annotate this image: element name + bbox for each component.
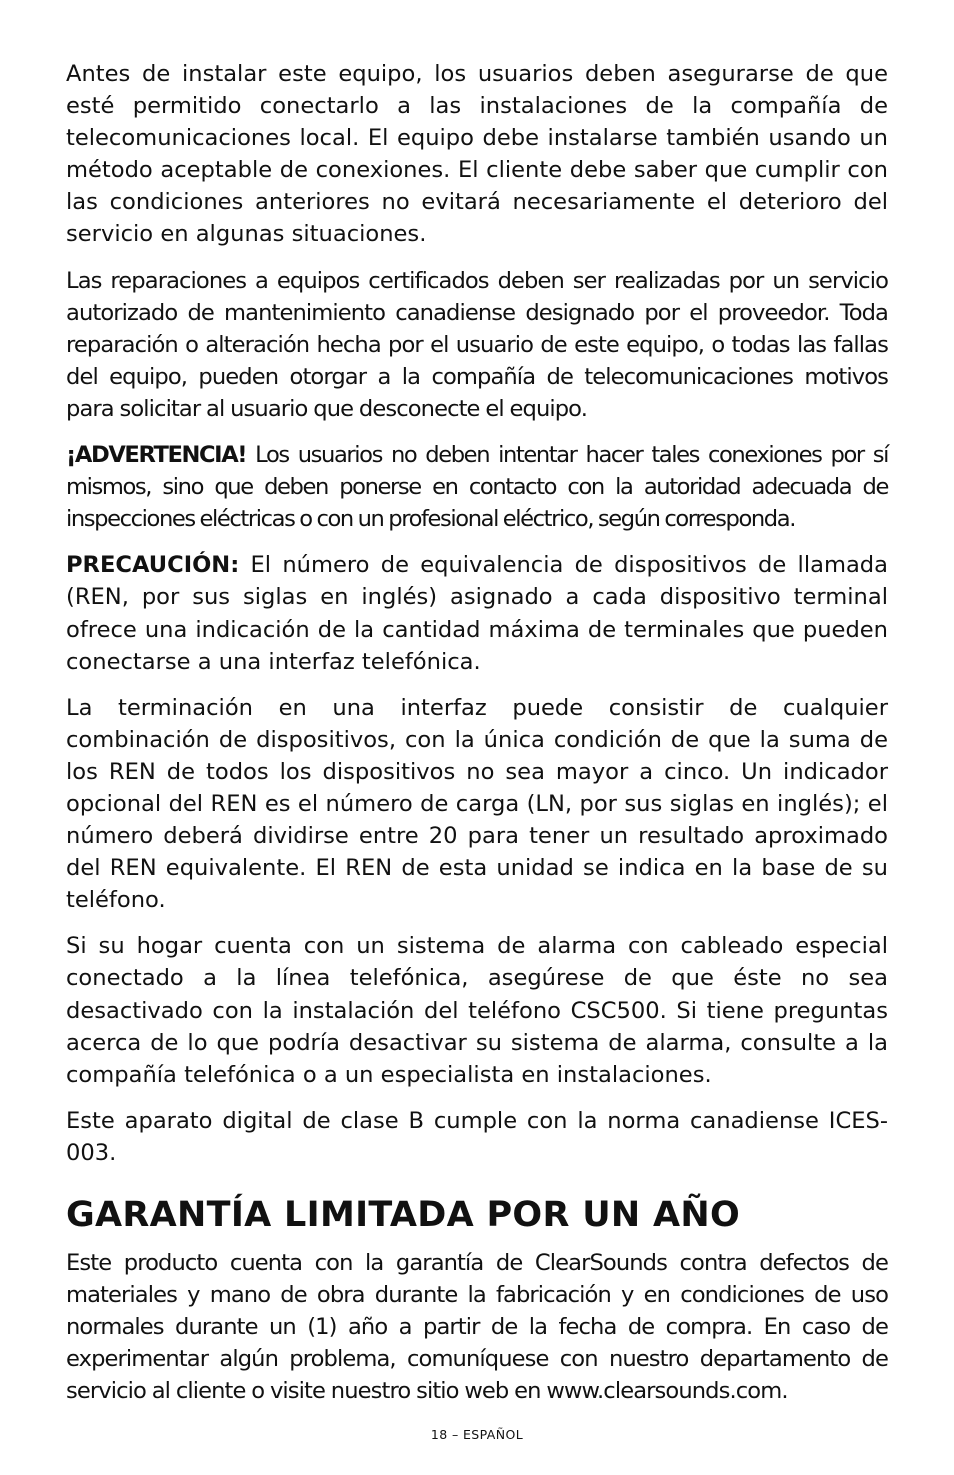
warranty-heading: GARANTÍA LIMITADA POR UN AÑO <box>66 1195 741 1235</box>
ices-paragraph: Este aparato digital de clase B cumple con la norma canadiense ICES-003. <box>66 1107 888 1166</box>
document-page <box>66 58 888 1421</box>
warranty-paragraph: Este producto cuenta con la garantía de ClearSounds contra defectos de materiales y mano de obra durante la fabricación y en condiciones de uso normales durante un (1) año a partir de la fecha de compra. En caso de experimentar algún problema, comuníquese con nuestro departamento de servicio al cliente o visite nuestro sitio web en www.clearsounds.com. <box>66 1250 888 1405</box>
caution-paragraph <box>66 549 888 677</box>
warning-text: Los usuarios no deben intentar hacer tales conexiones por sí mismos, sino que deben ponerse en contacto con la autoridad adecuada de inspecciones eléctricas o con un profesional eléctrico, según corresponda. <box>66 442 888 533</box>
caution-text: El número de equivalencia de dispositivos de llamada (REN, por sus siglas en inglés) asignado a cada dispositivo terminal ofrece una indicación de la cantidad máxima de terminales que pueden conectarse a una interfaz telefónica. <box>66 552 888 675</box>
warning-label: ¡ADVERTENCIA! <box>66 442 247 469</box>
ren-paragraph: La terminación en una interfaz puede consistir de cualquier combinación de dispositivos, con la única condición de que la suma de los REN de todos los dispositivos no sea mayor a cinco. Un indicador opcional del REN es el número de carga (LN, por sus siglas en inglés); el número deberá dividirse entre 20 para tener un resultado aproximado del REN equivalente. El REN de esta unidad se indica en la base de su teléfono. <box>66 694 888 914</box>
repairs-paragraph: Las reparaciones a equipos certificados deben ser realizadas por un servicio autorizado de mantenimiento canadiense designado por el proveedor. Toda reparación o alteración hecha por el usuario de este equipo, o todas las fallas del equipo, pueden otorgar a la compañía de telecomunicaciones motivos para solicitar al usuario que desconecte el equipo. <box>66 267 888 422</box>
caution-label: PRECAUCIÓN: <box>66 552 240 579</box>
alarm-paragraph: Si su hogar cuenta con un sistema de alarma con cableado especial conectado a la línea telefónica, asegúrese de que éste no sea desactivado con la instalación del teléfono CSC500. Si tiene preguntas acerca de lo que podría desactivar su sistema de alarma, consulte a la compañía telefónica o a un especialista en instalaciones. <box>66 933 888 1088</box>
warning-paragraph <box>66 439 888 535</box>
page-footer: 18 – ESPAÑOL <box>430 1427 524 1442</box>
installation-paragraph: Antes de instalar este equipo, los usuarios deben asegurarse de que esté permitido conectarlo a las instalaciones de la compañía de telecomunicaciones local. El equipo debe instalarse también usando un método aceptable de conexiones. El cliente debe saber que cumplir con las condiciones anteriores no evitará necesariamente el deterioro del servicio en algunas situaciones. <box>66 61 888 248</box>
